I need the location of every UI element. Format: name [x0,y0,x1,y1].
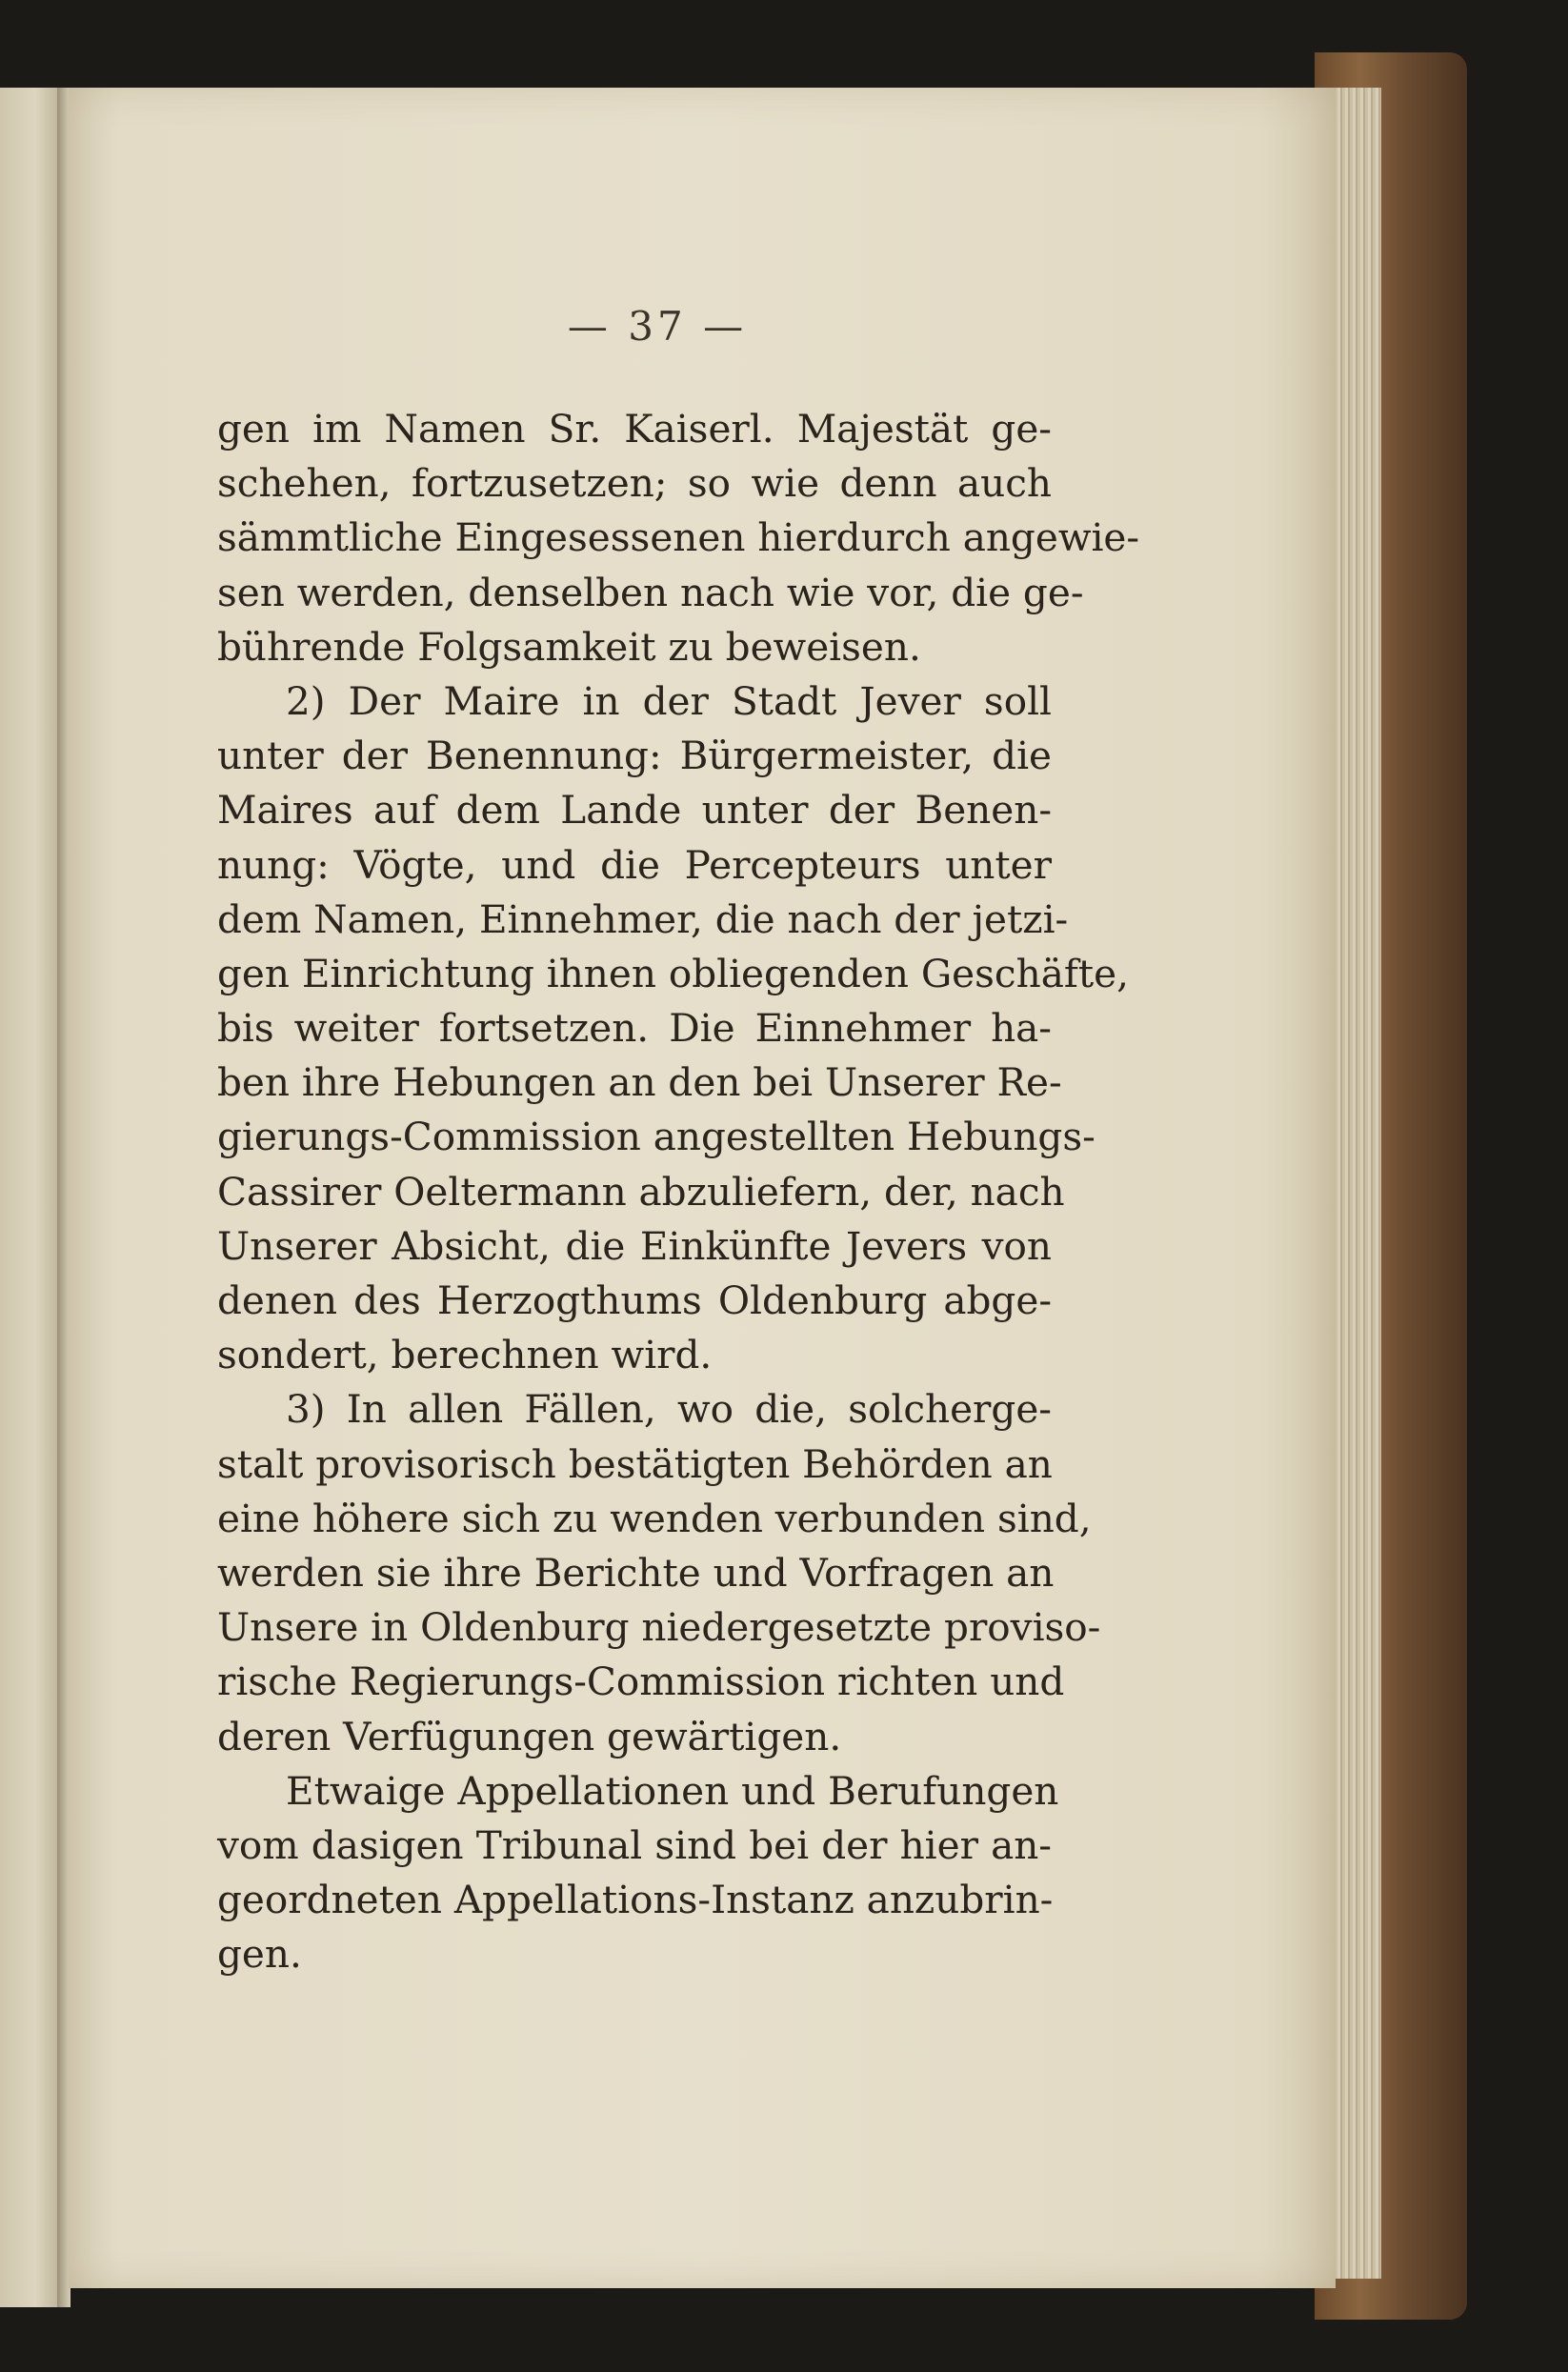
text-line: bührende Folgsamkeit zu beweisen. [217,623,921,670]
left-page-edge [0,88,61,2307]
text-line: bis weiter fortsetzen. Die Einnehmer ha- [217,1005,1052,1052]
text-line: schehen, fortzusetzen; so wie denn auch [217,460,1052,507]
text-line: sen werden, denselben nach wie vor, die ge- [217,569,1084,615]
text-line: Cassirer Oeltermann abzuliefern, der, nach [217,1168,1065,1215]
text-line: sondert, berechnen wird. [217,1332,713,1378]
text-line: rische Regierungs-Commission richten und [217,1658,1065,1705]
text-line: denen des Herzogthums Oldenburg abge- [217,1277,1052,1323]
text-line: gen. [217,1931,302,1978]
text-line: ben ihre Hebungen an den bei Unserer Re- [217,1059,1062,1106]
text-line: Maires auf dem Lande unter der Benen- [217,787,1052,834]
text-line: gen im Namen Sr. Kaiserl. Majestät ge- [217,406,1052,452]
text-line: sämmtliche Eingesessenen hierdurch angewie- [217,514,1140,561]
text-line: gierungs-Commission angestellten Hebungs- [217,1114,1096,1160]
page-number: — 37 — [567,303,748,350]
text-line: unter der Benennung: Bürgermeister, die [217,733,1052,779]
page-text [217,402,1140,1981]
text-line: werden sie ihre Berichte und Vorfragen an [217,1549,1055,1596]
text-line: Unsere in Oldenburg niedergesetzte proviso- [217,1604,1101,1651]
text-line: stalt provisorisch bestätigten Behörden an [217,1440,1053,1487]
text-line: geordneten Appellations-Instanz anzubrin- [217,1877,1054,1923]
text-line: dem Namen, Einnehmer, die nach der jetzi- [217,895,1069,942]
text-line: gen Einrichtung ihnen obliegenden Geschäfte, [217,950,1129,996]
text-line: nung: Vögte, und die Percepteurs unter [217,841,1052,888]
text-line: eine höhere sich zu wenden verbunden sind, [217,1495,1092,1541]
text-line: Unserer Absicht, die Einkünfte Jevers von [217,1222,1052,1269]
text-line: 2) Der Maire in der Stadt Jever soll [286,677,1052,724]
text-line: vom dasigen Tribunal sind bei der hier an- [217,1821,1052,1868]
text-line: Etwaige Appellationen und Berufungen [286,1767,1059,1814]
text-line: deren Verfügungen gewärtigen. [217,1713,842,1759]
text-line: 3) In allen Fällen, wo die, solcherge- [286,1386,1052,1433]
